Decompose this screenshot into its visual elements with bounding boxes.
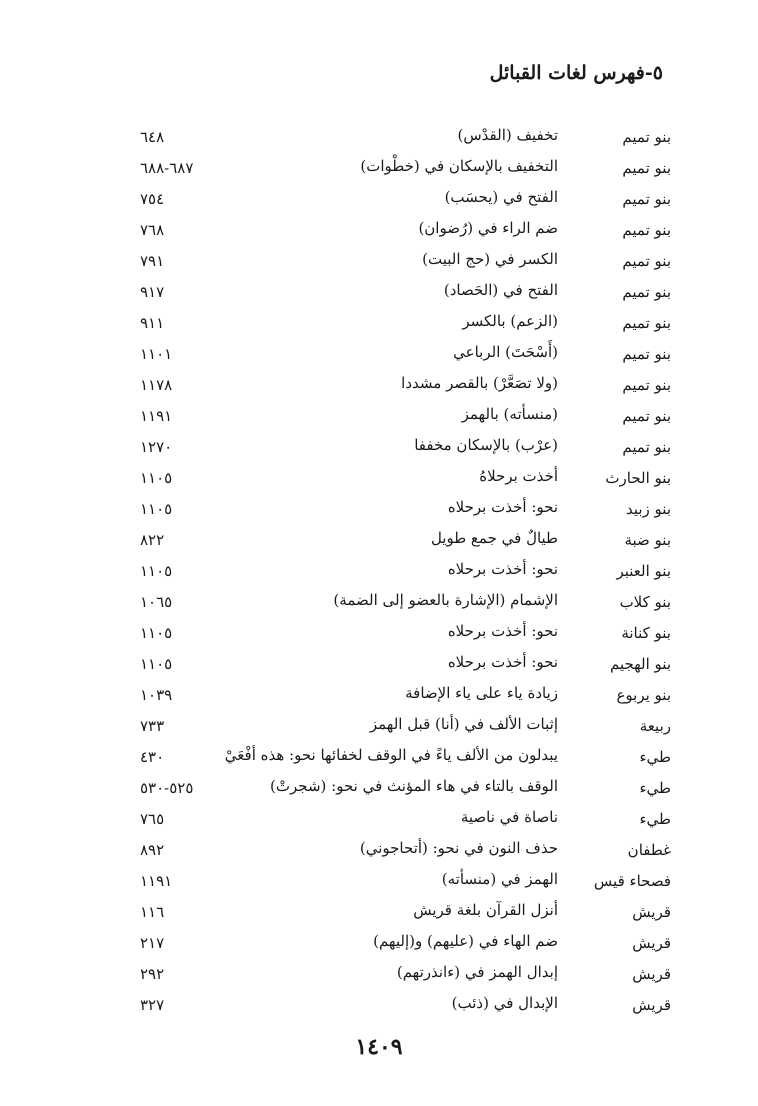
page-reference: ١٢٧٠ [140, 438, 173, 456]
tribe-name: بنو كنانة [621, 624, 671, 642]
dialect-feature: (أَسْحَتَ) الرباعي [453, 343, 558, 361]
dialect-feature: الهمز في (منسأته) [441, 870, 558, 888]
page-reference: ١١٠٥ [140, 500, 173, 518]
index-row [0, 589, 758, 620]
index-row [0, 527, 758, 558]
index-row [0, 713, 758, 744]
page-reference: ٧٣٣ [140, 717, 165, 735]
dialect-feature: الإبدال في (ذئب) [451, 994, 558, 1012]
tribe-name: بنو تميم [622, 221, 671, 239]
tribe-name: بنو الحارث [605, 469, 671, 487]
tribe-name: بنو تميم [622, 159, 671, 177]
tribe-name: قريش [632, 934, 671, 952]
index-row [0, 930, 758, 961]
dialect-feature: الوقف بالتاء في هاء المؤنث في نحو: (شجرتْ) [270, 777, 558, 795]
index-row [0, 682, 758, 713]
tribe-name: طيء [639, 810, 671, 828]
page-reference: ٧٥٤ [140, 190, 165, 208]
tribe-name: بنو زبيد [625, 500, 671, 518]
page-reference: ١٠٣٩ [140, 686, 173, 704]
index-row [0, 558, 758, 589]
index-row [0, 279, 758, 310]
tribe-name: بنو تميم [622, 407, 671, 425]
index-row [0, 434, 758, 465]
dialect-feature: أنزل القرآن بلغة قريش [413, 901, 558, 919]
dialect-feature: ضم الراء في (رُضوان) [418, 219, 558, 237]
dialect-feature: نحو: أخذت برحلاه [447, 653, 558, 671]
dialect-feature: (منسأته) بالهمز [461, 405, 558, 423]
dialect-feature: طيالٌ في جمع طويل [430, 529, 558, 547]
tribe-name: بنو تميم [622, 190, 671, 208]
index-row [0, 248, 758, 279]
dialect-feature: إثبات الألف في (أنا) قبل الهمز [369, 715, 558, 733]
dialect-feature: (عرْب) بالإسكان مخففا [414, 436, 558, 454]
tribe-name: بنو كلاب [619, 593, 671, 611]
index-row [0, 775, 758, 806]
dialect-feature: أخذت برحلاهُ [479, 467, 558, 485]
index-row [0, 124, 758, 155]
dialect-feature: نحو: أخذت برحلاه [447, 498, 558, 516]
dialect-feature: ناصاة في ناصية [460, 808, 558, 826]
tribe-name: غطفان [627, 841, 671, 859]
tribal-dialects-index [0, 124, 758, 1023]
page-reference: ١١٩١ [140, 872, 173, 890]
page-reference: ٢١٧ [140, 934, 165, 952]
dialect-feature: التخفيف بالإسكان في (خطْوات) [360, 157, 558, 175]
tribe-name: طيء [639, 779, 671, 797]
tribe-name: بنو يربوع [616, 686, 671, 704]
index-row [0, 217, 758, 248]
index-row [0, 961, 758, 992]
page-reference: ١١٠١ [140, 345, 173, 363]
page-reference: ٨٩٢ [140, 841, 165, 859]
page-reference: ٧٦٥ [140, 810, 165, 828]
page-reference: ١١٩١ [140, 407, 173, 425]
page-reference: ٣٢٧ [140, 996, 165, 1014]
dialect-feature: الفتح في (يحسَب) [444, 188, 558, 206]
tribe-name: قريش [632, 996, 671, 1014]
tribe-name: قريش [632, 903, 671, 921]
page-reference: ٢٩٢ [140, 965, 165, 983]
index-row [0, 341, 758, 372]
page-reference: ١١٠٥ [140, 562, 173, 580]
page-reference: ٤٣٠ [140, 748, 165, 766]
page-reference: ٦٨٧-٦٨٨ [140, 159, 194, 177]
tribe-name: بنو تميم [622, 252, 671, 270]
dialect-feature: حذف النون في نحو: (أتحاجوني) [359, 839, 558, 857]
page-reference: ٨٢٢ [140, 531, 165, 549]
index-row [0, 310, 758, 341]
index-row [0, 496, 758, 527]
tribe-name: قريش [632, 965, 671, 983]
index-row [0, 155, 758, 186]
index-row [0, 837, 758, 868]
tribe-name: بنو تميم [622, 376, 671, 394]
tribe-name: بنو تميم [622, 314, 671, 332]
tribe-name: ربيعة [639, 717, 671, 735]
index-row [0, 868, 758, 899]
tribe-name: طيء [639, 748, 671, 766]
tribe-name: بنو العنبر [616, 562, 671, 580]
page-reference: ٩١٧ [140, 283, 165, 301]
page-reference: ٧٩١ [140, 252, 165, 270]
page-reference: ١١٦ [140, 903, 165, 921]
page-reference: ١٠٦٥ [140, 593, 173, 611]
dialect-feature: ضم الهاء في (عليهم) و(إليهم) [373, 932, 558, 950]
page-reference: ٦٤٨ [140, 128, 165, 146]
dialect-feature: (الزعم) بالكسر [462, 312, 558, 330]
index-row [0, 403, 758, 434]
tribe-name: بنو ضبة [624, 531, 671, 549]
index-row [0, 186, 758, 217]
page-reference: ١١٧٨ [140, 376, 173, 394]
dialect-feature: إبدال الهمز في (ءانذرتهم) [396, 963, 558, 981]
index-row [0, 992, 758, 1023]
page-reference: ١١٠٥ [140, 655, 173, 673]
dialect-feature: نحو: أخذت برحلاه [447, 560, 558, 578]
dialect-feature: الفتح في (الحَصاد) [443, 281, 558, 299]
dialect-feature: (ولا تصَعَّرْ) بالقصر مشددا [401, 374, 558, 392]
tribe-name: بنو تميم [622, 283, 671, 301]
index-row [0, 651, 758, 682]
dialect-feature: الإشمام (الإشارة بالعضو إلى الضمة) [333, 591, 558, 609]
page-reference: ١١٠٥ [140, 624, 173, 642]
page-reference: ٧٦٨ [140, 221, 165, 239]
tribe-name: بنو تميم [622, 438, 671, 456]
page-reference: ١١٠٥ [140, 469, 173, 487]
dialect-feature: الكسر في (حج البيت) [422, 250, 558, 268]
index-row [0, 372, 758, 403]
page-reference: ٥٢٥-٥٣٠ [140, 779, 194, 797]
dialect-feature: نحو: أخذت برحلاه [447, 622, 558, 640]
dialect-feature: تخفيف (القدْس) [457, 126, 558, 144]
tribe-name: بنو الهجيم [609, 655, 671, 673]
tribe-name: فصحاء قيس [593, 872, 671, 890]
index-row [0, 744, 758, 775]
page-number: ١٤٠٩ [355, 1034, 403, 1060]
tribe-name: بنو تميم [622, 128, 671, 146]
dialect-feature: يبدلون من الألف ياءً في الوقف لخفائها نحو: هذه أفْعَيْ [224, 746, 558, 764]
index-row [0, 620, 758, 651]
index-row [0, 465, 758, 496]
index-row [0, 899, 758, 930]
page-reference: ٩١١ [140, 314, 165, 332]
section-title: ٥-فهرس لغات القبائل [489, 62, 663, 84]
index-row [0, 806, 758, 837]
dialect-feature: زيادة ياء على ياء الإضافة [405, 684, 558, 702]
tribe-name: بنو تميم [622, 345, 671, 363]
